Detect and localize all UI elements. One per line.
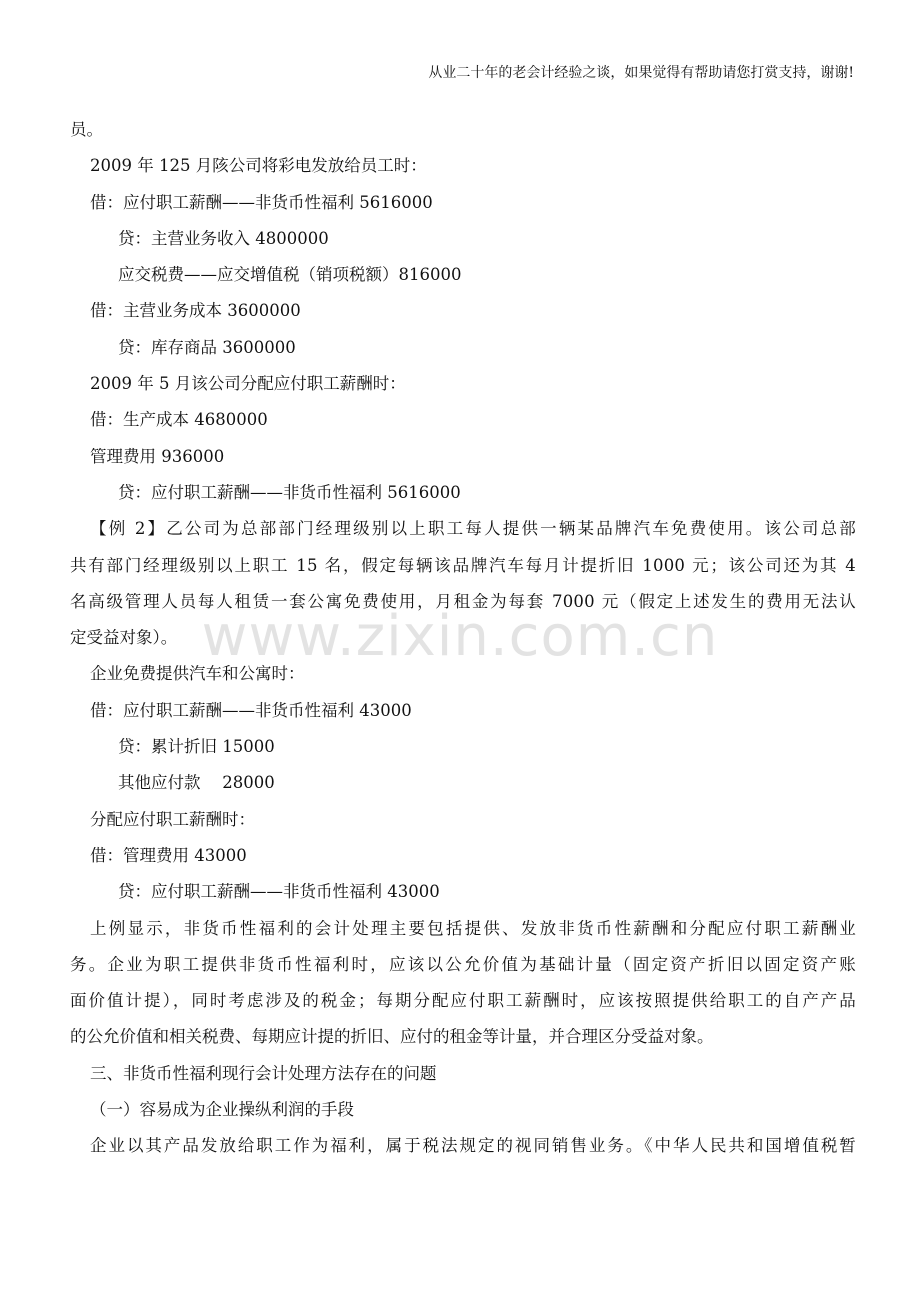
text-line: 共有部门经理级别以上职工 15 名，假定每辆该品牌汽车每月计提折旧 1000 元；该公司还为其 4	[70, 555, 856, 575]
text-line: 面价值计提），同时考虑涉及的税金；每期分配应付职工薪酬时，应该按照提供给职工的自产产品	[70, 991, 856, 1011]
text-line: 贷：应付职工薪酬——非货币性福利 43000	[118, 882, 440, 902]
text-line: 贷：累计折旧 15000	[118, 737, 275, 757]
text-line: 务。企业为职工提供非货币性福利时，应该以公允价值为基础计量（固定资产折旧以固定资产账	[70, 954, 856, 974]
text-line: 应交税费——应交增值税（销项税额）816000	[118, 265, 462, 285]
text-line: 员。	[70, 120, 103, 139]
text-line: 管理费用 936000	[90, 446, 225, 466]
text-line: 上例显示，非货币性福利的会计处理主要包括提供、发放非货币性薪酬和分配应付职工薪酬业	[90, 918, 856, 938]
text-line: （一）容易成为企业操纵利润的手段	[90, 1100, 354, 1120]
text-line: 名高级管理人员每人租赁一套公寓免费使用，月租金为每套 7000 元（假定上述发生的费用无法认	[70, 591, 856, 611]
text-line: 借：主营业务成本 3600000	[90, 301, 301, 321]
text-line: 借：应付职工薪酬——非货币性福利 43000	[90, 700, 412, 720]
text-line: 分配应付职工薪酬时：	[90, 809, 255, 829]
watermark: www.zixin.com.cn	[201, 604, 719, 669]
text-line: 企业免费提供汽车和公寓时：	[90, 664, 305, 684]
text-line: 的公允价值和相关税费、每期应计提的折旧、应付的租金等计量，并合理区分受益对象。	[70, 1027, 714, 1047]
text-line: 定受益对象）。	[70, 628, 178, 648]
text-line: 借：管理费用 43000	[90, 845, 247, 865]
text-line: 企业以其产品发放给职工作为福利，属于税法规定的视同销售业务。《中华人民共和国增值税暂	[90, 1136, 856, 1156]
text-line: 贷：应付职工薪酬——非货币性福利 5616000	[118, 482, 461, 502]
text-line: 2009 年 5 月该公司分配应付职工薪酬时：	[90, 374, 406, 394]
text-line: 贷：库存商品 3600000	[118, 337, 296, 357]
document-body	[70, 112, 856, 1165]
text-line: 2009 年 125 月陔公司将彩电发放给员工时：	[90, 156, 427, 176]
text-line: 三、非货币性福利现行会计处理方法存在的问题	[90, 1063, 437, 1083]
text-line: 借：应付职工薪酬——非货币性福利 5616000	[90, 192, 433, 212]
text-line: 借：生产成本 4680000	[90, 410, 268, 430]
page-header-note: 从业二十年的老会计经验之谈，如果觉得有帮助请您打赏支持，谢谢!	[428, 65, 854, 81]
text-line: 其他应付款 28000	[118, 773, 275, 793]
text-line: 贷：主营业务收入 4800000	[118, 228, 329, 248]
text-line: 【例 2】乙公司为总部部门经理级别以上职工每人提供一辆某品牌汽车免费使用。该公司总部	[90, 519, 856, 539]
